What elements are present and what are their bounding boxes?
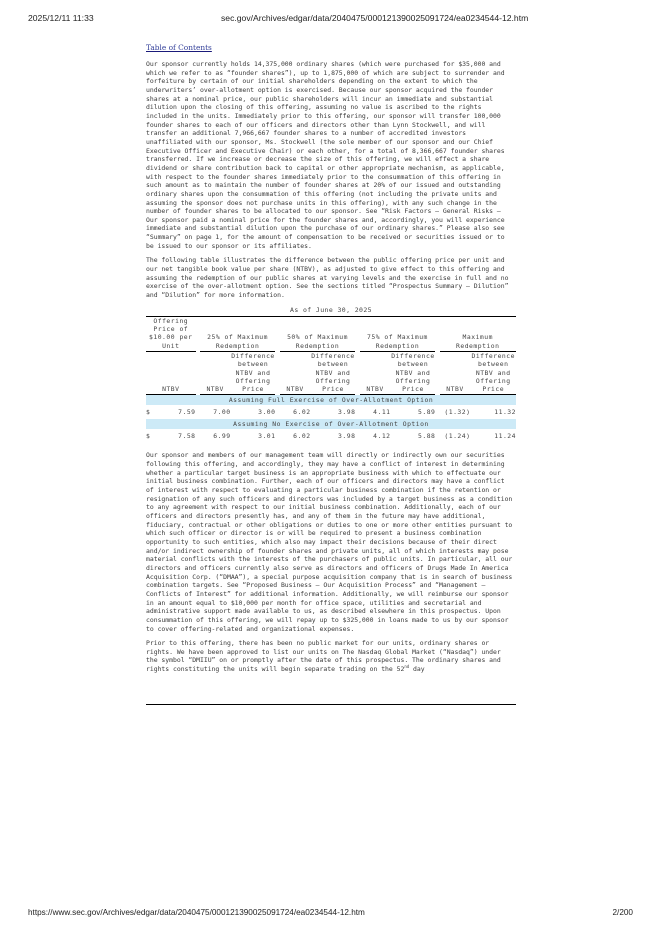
band-no-exercise bbox=[146, 419, 516, 429]
paragraph-no-public-market bbox=[146, 639, 516, 674]
cell-25-ntbv: 7.00 bbox=[213, 408, 231, 417]
table-sub-header-row bbox=[146, 351, 516, 394]
header-25-redemption: 25% of Maximum Redemption bbox=[200, 317, 276, 352]
paragraph-founder-shares: Our sponsor currently holds 14,375,000 ordinary shares (which were purchased for $35,000 and which we refer to as “founder shares”), up to 1,875,000 of which are subject to surrender and forfeiture by certain of our initial shareholders depending on the extent to which the underwriters’ over-allotment option is exercised. Because our sponsor acquired the founder shares at a nominal price, our public shareholders will incur an immediate and substantial dilution upon the closing of this offering, assuming no value is ascribed to the rights included in the units. Immediately prior to this offering, our sponsor will transfer 100,000 founder shares to each of our officers and directors other than Lynn Stockwell, and will transfer an additional 7,966,667 founder shares to a number of accredited investors unaffiliated with our sponsor, Ms. Stockwell (the sole member of our sponsor and our Chief Executive Officer and Executive Chair) or each other, for a total of 8,366,667 founder shares transferred. If we increase or decrease the size of this offering, we will effect a share dividend or share contribution back to capital or other appropriate mechanism, as applicable, with respect to the founder shares immediately prior to the consummation of this offering in such amount as to maintain the number of founder shares at 20% of our issued and outstanding ordinary shares upon the consummation of this offering (not including the private units and assuming the sponsor does not purchase units in this offering), with any such change in the number of founder shares to be allocated to our sponsor. See “Risk Factors — General Risks — Our sponsor paid a nominal price for the founder shares and, accordingly, you will experience immediate and substantial dilution upon the purchase of our ordinary shares.” Please also see “Summary” on page 1, for the amount of compensation to be received or securities issued or to be issued to our sponsor or its affiliates. bbox=[146, 60, 505, 250]
subheader-difference: Difference between NTBV and Offering Price bbox=[391, 351, 435, 394]
page-indicator: 2/200 bbox=[612, 908, 633, 917]
cell-max-ntbv: (1.24) bbox=[444, 432, 471, 441]
cell-50-ntbv: 6.02 bbox=[293, 408, 311, 417]
cell-25-diff: 3.00 bbox=[258, 408, 276, 417]
header-50-redemption: 50% of Maximum Redemption bbox=[280, 317, 356, 352]
print-timestamp: 2025/12/11 11:33 bbox=[28, 13, 94, 23]
paragraph-conflicts-of-interest: Our sponsor and members of our management team will directly or indirectly own our securities following this offering, and accordingly, they may have a conflict of interest in determining whether a particular target business is an appropriate business with which to effectuate our initial business combination. Further, each of our officers and directors may have a conflict of interest with respect to evaluating a particular business combination if the retention or resignation of any such officers and directors was included by a target business as a condition to any agreement with respect to our initial business combination. Additionally, each of our officers and directors presently has, and any of them in the future may have additional, fiduciary, contractual or other obligations or duties to one or more other entities pursuant to which such officer or director is or will be required to present a business combination opportunity to such entities, which also may impact their decisions because of their direct and/or indirect ownership of founder shares and private units, all of which interests may pose material conflicts with the interests of the purchasers of public units. In particular, all our directors and officers currently also serve as directors and officers of Drugs Made In America Acquisition Corp. (“DMAA”), a special purpose acquisition company that is in search of business combination targets. See “Proposed Business — Our Acquisition Process” and “Management — Conflicts of Interest” for additional information. Additionally, we will reimburse our sponsor in an amount equal to $10,000 per month for office space, utilities and secretarial and administrative support made available to us, as described elsewhere in this prospectus. Upon consummation of this offering, we will repay up to $325,000 in loans made to us by our sponsor to cover offering-related and organizational expenses. bbox=[146, 451, 513, 633]
document-body bbox=[146, 35, 516, 705]
currency-symbol: $ bbox=[146, 408, 151, 417]
cell-max-ntbv: (1.32) bbox=[444, 408, 471, 417]
print-header-url: sec.gov/Archives/edgar/data/2040475/000121390025091724/ea0234544-12.htm bbox=[221, 13, 529, 23]
cell-75-diff: 5.89 bbox=[418, 408, 436, 417]
subheader-difference: Difference between NTBV and Offering Price bbox=[231, 351, 275, 394]
page-divider bbox=[146, 704, 516, 705]
browser-print-footer bbox=[0, 908, 662, 922]
cell-25-diff: 3.01 bbox=[258, 432, 276, 441]
dilution-table bbox=[146, 316, 516, 444]
paragraph-table-intro: The following table illustrates the difference between the public offering price per unit and our net tangible book value per share (NTBV), as adjusted to give effect to this offering and assuming the redemption of our public shares at varying levels and the exercise in full and no exercise of the over-allotment option. See the sections titled “Prospectus Summary — Dilution” and “Dilution” for more information. bbox=[146, 256, 509, 300]
print-footer-url: https://www.sec.gov/Archives/edgar/data/2040475/000121390025091724/ea0234544-12.htm bbox=[28, 908, 365, 917]
table-group-header-row bbox=[146, 317, 516, 352]
subheader-ntbv: NTBV bbox=[200, 351, 231, 394]
table-row bbox=[146, 429, 516, 443]
table-of-contents-link[interactable]: Table of Contents bbox=[146, 43, 212, 52]
paragraph-text: Prior to this offering, there has been no public market for our units, ordinary shares or rights. We have been approved to list our units on The Nasdaq Global Market (“Nasdaq”) under the symbol “DMIIU” on or promptly after the date of this prospectus. The ordinary shares and rights constituting the units will begin separate trading on the 52 bbox=[146, 639, 501, 674]
header-75-redemption: 75% of Maximum Redemption bbox=[360, 317, 436, 352]
subheader-ntbv: NTBV bbox=[280, 351, 311, 394]
header-max-redemption: Maximum Redemption bbox=[440, 317, 516, 352]
band-full-exercise bbox=[146, 395, 516, 406]
subheader-difference: Difference between NTBV and Offering Price bbox=[471, 351, 515, 394]
header-offering-price: Offering Price of $10.00 per Unit bbox=[146, 317, 196, 352]
cell-50-diff: 3.98 bbox=[338, 408, 356, 417]
subheader-ntbv: NTBV bbox=[360, 351, 391, 394]
cell-base-ntbv: 7.58 bbox=[178, 432, 196, 441]
subheader-ntbv: NTBV bbox=[440, 351, 471, 394]
subheader-difference: Difference between NTBV and Offering Price bbox=[311, 351, 355, 394]
cell-50-ntbv: 6.02 bbox=[293, 432, 311, 441]
subheader-ntbv: NTBV bbox=[146, 351, 196, 394]
cell-25-ntbv: 6.99 bbox=[213, 432, 231, 441]
browser-print-header bbox=[0, 13, 662, 27]
table-row bbox=[146, 405, 516, 419]
cell-75-ntbv: 4.11 bbox=[373, 408, 391, 417]
cell-base-ntbv: 7.59 bbox=[178, 408, 196, 417]
cell-75-diff: 5.88 bbox=[418, 432, 436, 441]
table-as-of-date: As of June 30, 2025 bbox=[290, 305, 372, 314]
band-label: Assuming Full Exercise of Over-Allotment Option bbox=[146, 395, 516, 406]
cell-max-diff: 11.32 bbox=[494, 408, 516, 417]
cell-75-ntbv: 4.12 bbox=[373, 432, 391, 441]
paragraph-tail: day bbox=[409, 665, 425, 674]
ordinal-suffix: nd bbox=[404, 664, 410, 669]
band-label: Assuming No Exercise of Over-Allotment Option bbox=[146, 419, 516, 429]
cell-max-diff: 11.24 bbox=[494, 432, 516, 441]
cell-50-diff: 3.98 bbox=[338, 432, 356, 441]
currency-symbol: $ bbox=[146, 432, 151, 441]
